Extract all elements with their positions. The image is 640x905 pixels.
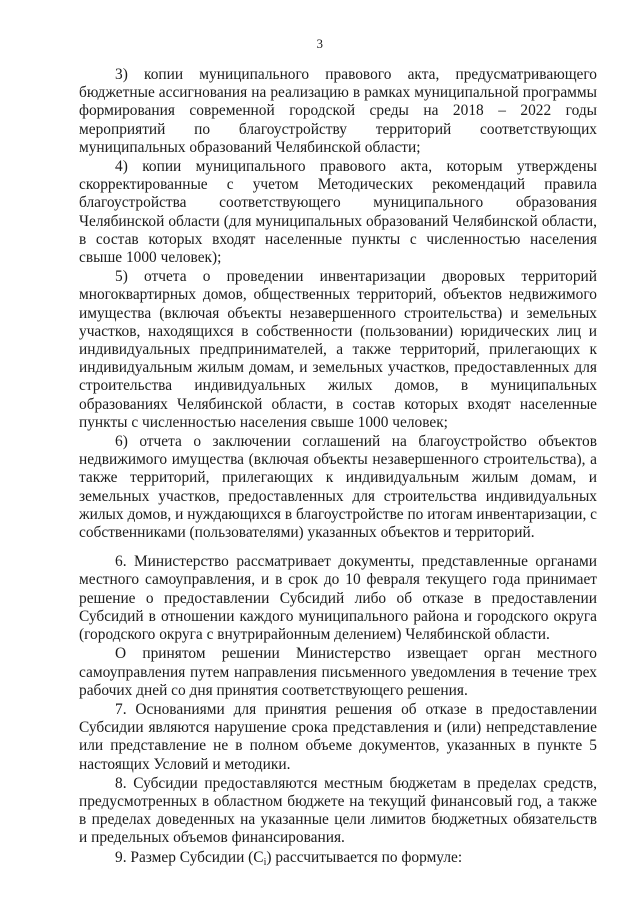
paragraph-clause-6-notice: О принятом решении Министерство извещает орган местного самоуправления путем направления письменного уведомления в течение трех рабочих дней со дня принятия соответствующего решения. xyxy=(79,645,597,699)
paragraph-item-6: 6) отчета о заключении соглашений на благоустройство объектов недвижимого имущества (включая объекты незавершенного строительства), а также территорий, прилегающих к индивидуальным жилым домам, и земельных участков, предоставленных для строительства индивидуальных жилых домов, и нуждающихся в благоустройстве по итогам инвентаризации, с собственниками (пользователями) указанных объектов и территорий. xyxy=(79,433,597,542)
paragraph-clause-8: 8. Субсидии предоставляются местным бюджетам в пределах средств, предусмотренных в областном бюджете на текущий финансовый год, а также в пределах доведенных на указанные цели лимитов бюджетных обязательств и предельных объемов финансирования. xyxy=(79,774,597,847)
paragraph-item-3: 3) копии муниципального правового акта, предусматривающего бюджетные ассигнования на реализацию в рамках муниципальной программы формирования современной городской среды на 2018 – 2022 годы мероприятий по благоустройству территорий соответствующих муниципальных образований Челябинской области; xyxy=(79,66,597,156)
paragraph-clause-9 xyxy=(79,849,597,872)
page-number: 3 xyxy=(316,36,324,51)
paragraph-clause-7: 7. Основаниями для принятия решения об отказе в предоставлении Субсидии являются нарушение срока представления и (или) непредставление или представление не в полном объеме документов, указанных в пункте 5 настоящих Условий и методики. xyxy=(79,700,597,773)
paragraph-item-5: 5) отчета о проведении инвентаризации дворовых территорий многоквартирных домов, общественных территорий, объектов недвижимого имущества (включая объекты незавершенного строительства) и земельных участков, находящихся в собственности (пользовании) юридических лиц и индивидуальных предпринимателей, а также территорий, прилегающих к индивидуальным жилым домам, и земельных участков, предоставленных для строительства индивидуальных жилых домов, в муниципальных образованиях Челябинской области, в состав которых входят населенные пункты с численностью населения свыше 1000 человек; xyxy=(79,268,597,431)
clause-9-subscript: i xyxy=(263,856,267,868)
clause-9-text-start: 9. Размер Субсидии (С xyxy=(115,848,264,866)
document-body xyxy=(79,66,597,872)
paragraph-clause-6: 6. Министерство рассматривает документы, представленные органами местного самоуправления, и в срок до 10 февраля текущего года принимает решение о предоставлении Субсидий либо об отказе в предоставлении Субсидий в отношении каждого муниципального района и городского округа (городского округа с внутрирайонным делением) Челябинской области. xyxy=(79,553,597,644)
paragraph-item-4: 4) копии муниципального правового акта, которым утверждены скорректированные с учетом Методических рекомендаций правила благоустройства соответствующего муниципального образования Челябинской области (для муниципальных образований Челябинской области, в состав которых входят населенные пункты с численностью населения свыше 1000 человек); xyxy=(79,158,597,267)
clause-9-text-end: ) рассчитывается по формуле: xyxy=(266,848,463,866)
